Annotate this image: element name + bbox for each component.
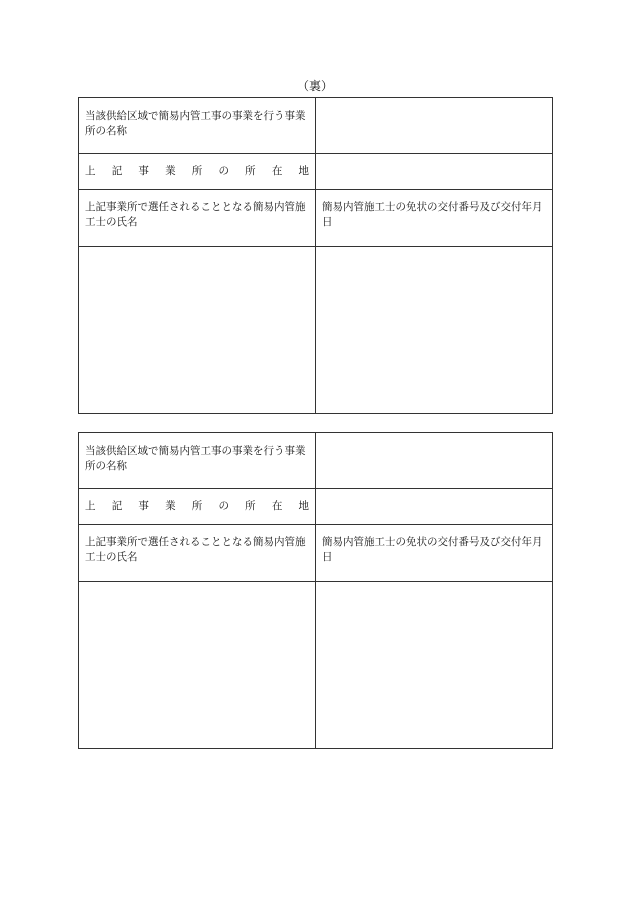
address-label-char: 所	[191, 165, 203, 177]
office-address-label-cell	[79, 489, 316, 525]
address-label-char: 事	[138, 165, 149, 177]
address-label-char: 所	[245, 500, 256, 512]
address-label-char: 所	[245, 165, 256, 177]
form-table-2	[78, 432, 553, 749]
address-label-char: 在	[271, 165, 283, 177]
business-office-name-value-cell[interactable]	[316, 433, 553, 489]
business-office-name-label: 当該供給区域で簡易内管工事の事業を行う事業所の名称	[85, 445, 306, 472]
address-label-char: 在	[271, 500, 283, 512]
office-address-label	[85, 499, 315, 514]
address-label-char: 上	[85, 500, 96, 512]
license-entry-cell[interactable]	[316, 247, 553, 414]
address-label-char: 事	[138, 500, 149, 512]
technician-name-header: 上記事業所で選任されることとなる簡易内管施工士の氏名	[85, 201, 306, 228]
license-header-cell	[316, 525, 553, 582]
office-address-label-cell	[79, 154, 316, 190]
address-label-char: 地	[298, 165, 309, 177]
address-label-char: の	[218, 500, 229, 512]
technician-name-header-cell	[79, 190, 316, 247]
address-label-char: 地	[298, 500, 309, 512]
license-header-cell	[316, 190, 553, 247]
address-label-char: 記	[111, 500, 123, 512]
address-label-char: 上	[85, 165, 96, 177]
page-heading: （裏）	[296, 79, 333, 93]
technician-name-header-cell	[79, 525, 316, 582]
office-address-value-cell[interactable]	[316, 154, 553, 190]
business-office-name-label-cell	[79, 98, 316, 154]
office-address-label	[85, 164, 315, 179]
business-office-name-label: 当該供給区域で簡易内管工事の事業を行う事業所の名称	[85, 110, 306, 137]
address-label-char: 記	[111, 165, 123, 177]
address-label-char: 業	[165, 500, 176, 512]
office-address-value-cell[interactable]	[316, 489, 553, 525]
address-label-char: の	[218, 165, 229, 177]
address-label-char: 所	[191, 500, 203, 512]
form-table-1	[78, 97, 553, 414]
technician-name-entry-cell[interactable]	[79, 582, 316, 749]
business-office-name-value-cell[interactable]	[316, 98, 553, 154]
license-header: 簡易内管施工士の免状の交付番号及び交付年月日	[322, 201, 543, 228]
business-office-name-label-cell	[79, 433, 316, 489]
technician-name-header: 上記事業所で選任されることとなる簡易内管施工士の氏名	[85, 536, 306, 563]
license-header: 簡易内管施工士の免状の交付番号及び交付年月日	[322, 536, 543, 563]
license-entry-cell[interactable]	[316, 582, 553, 749]
address-label-char: 業	[165, 165, 176, 177]
technician-name-entry-cell[interactable]	[79, 247, 316, 414]
